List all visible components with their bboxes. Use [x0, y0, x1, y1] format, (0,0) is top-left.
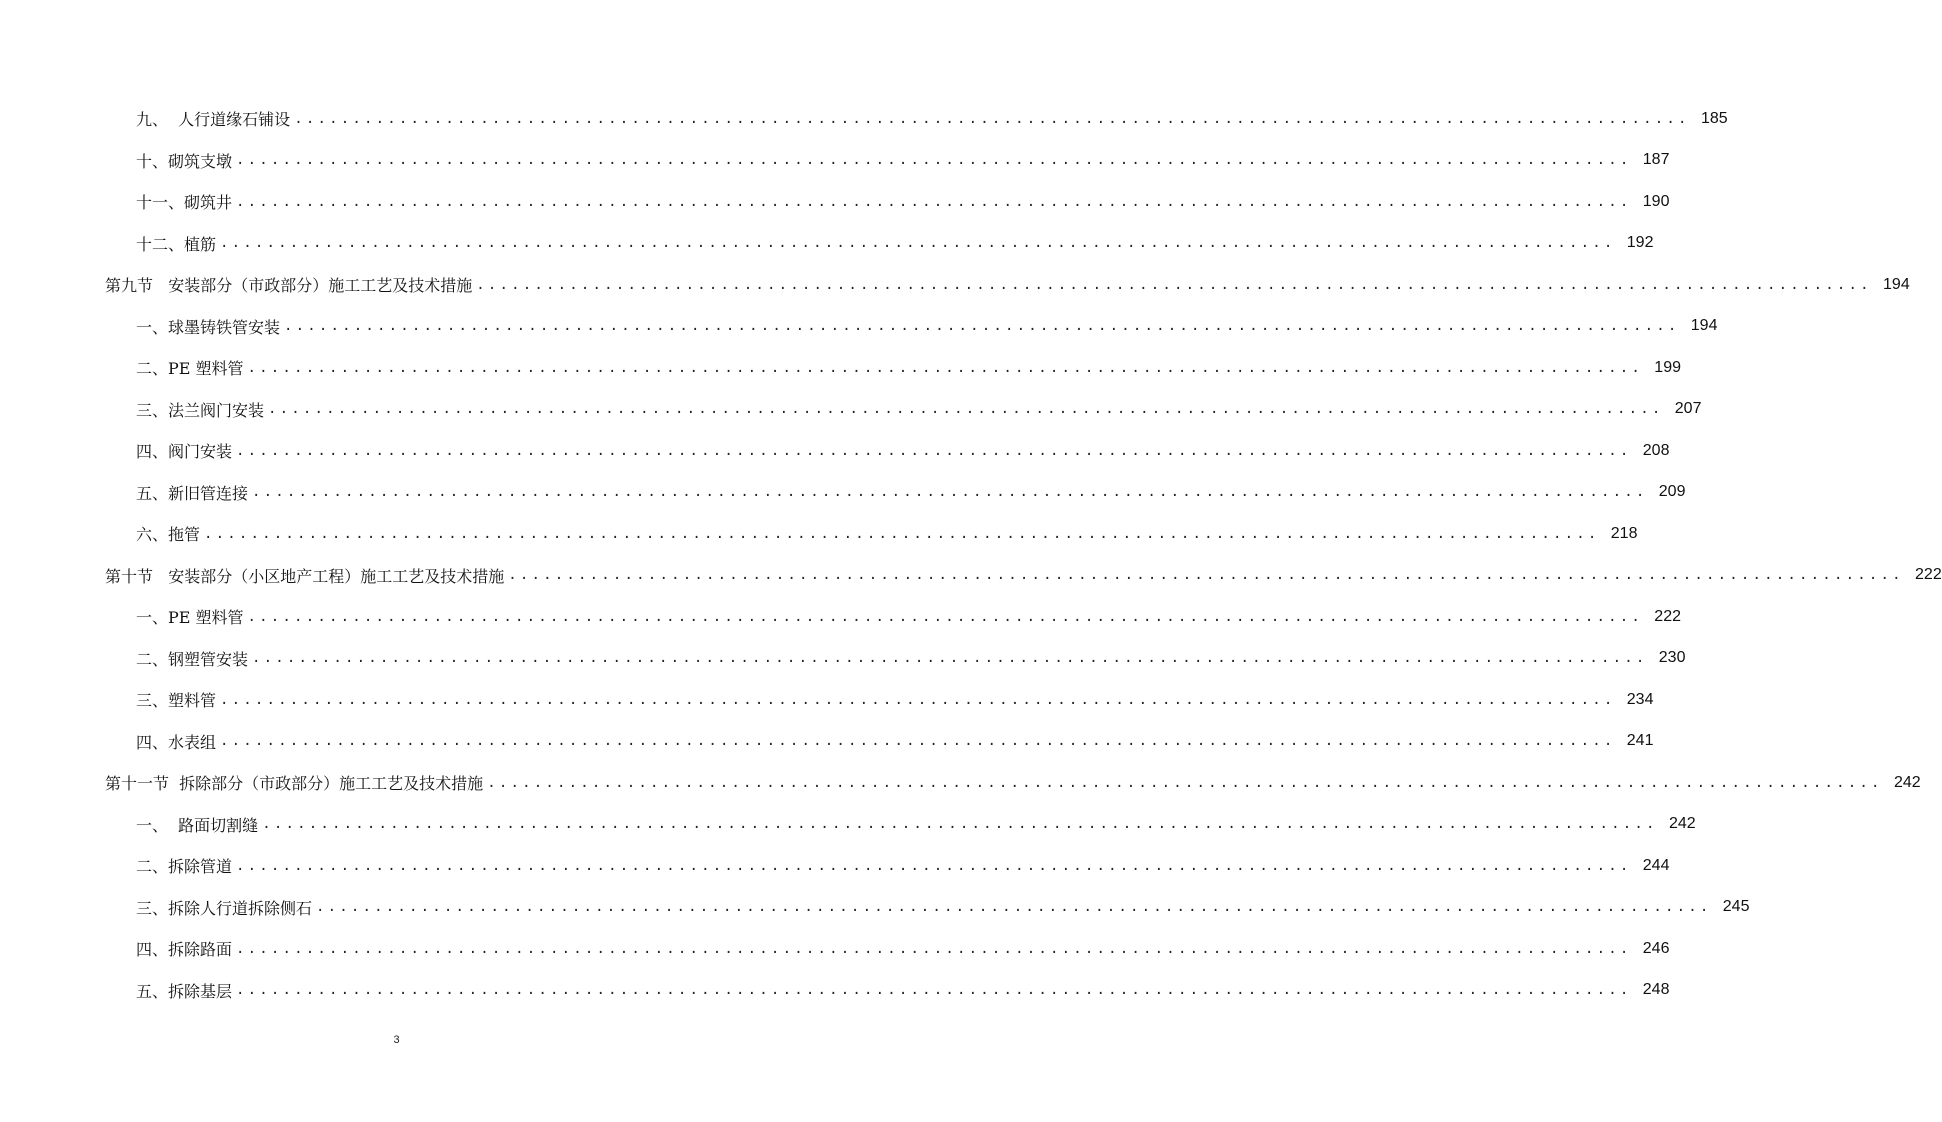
- toc-entry[interactable]: [0, 721, 1654, 763]
- toc-section-entry[interactable]: [0, 264, 1910, 306]
- toc-entry[interactable]: [0, 472, 1686, 514]
- toc-entry-page-number: 241: [1626, 732, 1654, 750]
- dot-leader: ........................................................................................................................: [476, 276, 1872, 293]
- dot-leader: ........................................................................................................................: [262, 816, 1658, 833]
- dot-leader: ........................................................................................................................: [247, 359, 1643, 376]
- toc-entry-label: 一、球墨铸铁管安装: [136, 317, 281, 337]
- toc-entry[interactable]: [0, 928, 1670, 970]
- toc-entry[interactable]: [0, 347, 1681, 389]
- toc-entry-label: 四、水表组: [136, 732, 217, 752]
- toc-entry[interactable]: [0, 596, 1681, 638]
- dot-leader: ........................................................................................................................: [294, 110, 1690, 127]
- dot-leader: ........................................................................................................................: [220, 691, 1616, 708]
- toc-entry-label: 第十一节 拆除部分（市政部分）施工工艺及技术措施: [105, 774, 484, 794]
- dot-leader: ........................................................................................................................: [236, 940, 1632, 957]
- toc-entry-page-number: 222: [1915, 566, 1942, 584]
- toc-entry[interactable]: [0, 513, 1638, 555]
- dot-leader: ........................................................................................................................: [508, 567, 1904, 584]
- toc-entry[interactable]: [0, 306, 1718, 348]
- toc-entry[interactable]: [0, 970, 1670, 1012]
- dot-leader: ........................................................................................................................: [252, 484, 1648, 501]
- toc-entry-label: 第十节 安装部分（小区地产工程）施工工艺及技术措施: [105, 566, 505, 586]
- toc-entry-page-number: 192: [1626, 234, 1654, 252]
- toc-entry-page-number: 207: [1674, 400, 1702, 418]
- toc-entry-page-number: 187: [1642, 151, 1670, 169]
- dot-leader: ........................................................................................................................: [316, 899, 1712, 916]
- dot-leader: ........................................................................................................................: [220, 733, 1616, 750]
- toc-entry-page-number: 242: [1668, 815, 1696, 833]
- toc-entry-page-number: 190: [1642, 192, 1670, 210]
- toc-entry-label: 二、钢塑管安装: [136, 649, 249, 669]
- dot-leader: ........................................................................................................................: [236, 152, 1632, 169]
- toc-entry[interactable]: [0, 223, 1654, 265]
- toc-entry-label: 四、阀门安装: [136, 442, 233, 462]
- toc-entry-label: 第九节 安装部分（市政部分）施工工艺及技术措施: [105, 276, 473, 296]
- toc-entry-page-number: 248: [1642, 981, 1670, 999]
- dot-leader: ........................................................................................................................: [236, 857, 1632, 874]
- toc-entry-page-number: 230: [1658, 649, 1686, 667]
- dot-leader: ........................................................................................................................: [247, 608, 1643, 625]
- toc-entry-label: 二、拆除管道: [136, 857, 233, 877]
- dot-leader: ........................................................................................................................: [236, 982, 1632, 999]
- dot-leader: ........................................................................................................................: [204, 525, 1600, 542]
- toc-entry-label: 五、拆除基层: [136, 981, 233, 1001]
- toc-entry-page-number: 194: [1690, 317, 1718, 335]
- toc-entry-label: 十二、植筋: [136, 234, 217, 254]
- toc-entry-page-number: 199: [1654, 358, 1681, 376]
- toc-entry[interactable]: [0, 181, 1670, 223]
- toc-entry-page-number: 246: [1642, 939, 1670, 957]
- toc-entry[interactable]: [0, 679, 1654, 721]
- toc-section-entry[interactable]: [0, 555, 1942, 597]
- dot-leader: ........................................................................................................................: [284, 318, 1680, 335]
- toc-entry-page-number: 245: [1722, 898, 1750, 916]
- toc-entry-label: 九、 人行道缘石铺设: [136, 110, 291, 130]
- toc-entry[interactable]: [0, 98, 1728, 140]
- dot-leader: ........................................................................................................................: [487, 774, 1883, 791]
- toc-entry-page-number: 209: [1658, 483, 1686, 501]
- toc-entry[interactable]: [0, 430, 1670, 472]
- toc-entry-label: 一、PE 塑料管: [136, 608, 244, 628]
- toc-entry[interactable]: [0, 638, 1686, 680]
- toc-section-entry[interactable]: [0, 762, 1921, 804]
- toc-entry-label: 十一、砌筑井: [136, 193, 233, 213]
- toc-entry-page-number: 242: [1893, 773, 1921, 791]
- toc-entry-label: 三、法兰阀门安装: [136, 400, 265, 420]
- page-number: 3: [393, 1034, 400, 1046]
- toc-entry-page-number: 208: [1642, 441, 1670, 459]
- toc-entry[interactable]: [0, 804, 1696, 846]
- toc-entry-page-number: 222: [1654, 607, 1681, 625]
- dot-leader: ........................................................................................................................: [220, 235, 1616, 252]
- toc-entry[interactable]: [0, 887, 1750, 929]
- toc-entry-page-number: 194: [1883, 275, 1910, 293]
- toc-entry[interactable]: [0, 845, 1670, 887]
- dot-leader: ........................................................................................................................: [236, 193, 1632, 210]
- dot-leader: ........................................................................................................................: [268, 401, 1664, 418]
- toc-entry-label: 五、新旧管连接: [136, 483, 249, 503]
- toc-entry-label: 十、砌筑支墩: [136, 151, 233, 171]
- toc-entry-label: 三、拆除人行道拆除侧石: [136, 898, 313, 918]
- dot-leader: ........................................................................................................................: [236, 442, 1632, 459]
- toc-entry-label: 三、塑料管: [136, 691, 217, 711]
- dot-leader: ........................................................................................................................: [252, 650, 1648, 667]
- toc-entry-page-number: 218: [1610, 524, 1638, 542]
- toc-entry-label: 六、拖管: [136, 525, 201, 545]
- toc-entry-page-number: 234: [1626, 690, 1654, 708]
- toc-entry-page-number: 185: [1700, 109, 1728, 127]
- toc-entry-label: 一、 路面切割缝: [136, 815, 259, 835]
- toc-entry[interactable]: [0, 140, 1670, 182]
- toc-entry[interactable]: [0, 389, 1702, 431]
- toc-entry-label: 四、拆除路面: [136, 940, 233, 960]
- toc-entry-page-number: 244: [1642, 856, 1670, 874]
- toc-entry-label: 二、PE 塑料管: [136, 359, 244, 379]
